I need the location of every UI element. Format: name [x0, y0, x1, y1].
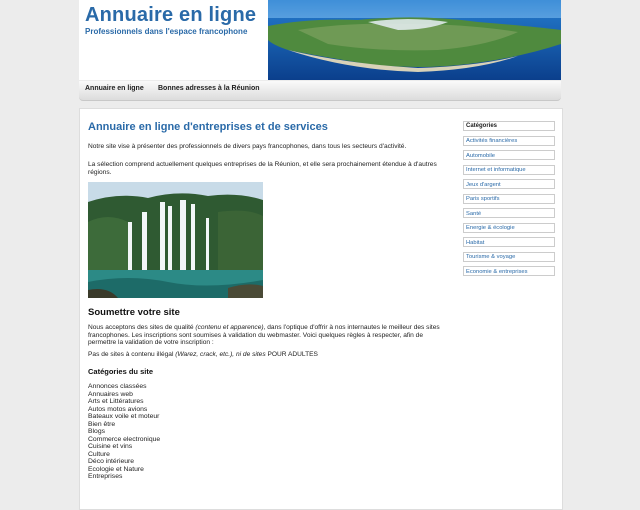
category-item[interactable]: Annuaires web: [88, 390, 133, 398]
sidebar-item-jeux-argent[interactable]: Jeux d'argent: [463, 179, 555, 189]
banner-image: [268, 0, 561, 80]
sidebar-item-habitat[interactable]: Habitat: [463, 237, 555, 247]
sidebar-item-energie[interactable]: Energie & écologie: [463, 223, 555, 233]
site-title[interactable]: Annuaire en ligne: [85, 4, 257, 26]
sidebar-heading: Catégories: [463, 121, 555, 131]
category-item[interactable]: Cuisine et vins: [88, 443, 133, 450]
sidebar-item-activites-financieres[interactable]: Activités financières: [463, 136, 555, 146]
sidebar-item-economie[interactable]: Economie & entreprises: [463, 266, 555, 276]
submit-site-heading: Soumettre votre site: [88, 307, 180, 318]
rules-paragraph: Pas de sites à contenu illégal (Warez, crack, etc.), ni de sites POUR ADULTES: [88, 351, 318, 358]
category-item[interactable]: Culture: [88, 450, 110, 458]
category-item[interactable]: Déco intérieure: [88, 458, 135, 465]
category-item[interactable]: Commerce electronique: [88, 435, 161, 443]
category-item[interactable]: Annonces classées: [88, 383, 147, 390]
nav-item-bonnes-adresses[interactable]: Bonnes adresses à la Réunion: [158, 85, 260, 92]
content-area: [79, 108, 563, 510]
category-item[interactable]: Blogs: [88, 428, 106, 435]
main-column: [88, 121, 448, 480]
sidebar-item-sante[interactable]: Santé: [463, 208, 555, 218]
category-item[interactable]: Bien être: [88, 420, 116, 428]
nav-item-annuaire[interactable]: Annuaire en ligne: [85, 85, 144, 92]
category-item[interactable]: Arts et Littératures: [88, 398, 144, 405]
sidebar: [463, 121, 555, 276]
sidebar-item-tourisme[interactable]: Tourisme & voyage: [463, 252, 555, 262]
sidebar-item-automobile[interactable]: Automobile: [463, 150, 555, 160]
category-item[interactable]: Ecologie et Nature: [88, 465, 144, 473]
intro-paragraph: Notre site vise à présenter des professionnels de divers pays francophones, dans tous les secteurs d'activité.: [88, 143, 407, 150]
sidebar-item-paris-sportifs[interactable]: Paris sportifs: [463, 194, 555, 204]
site-header: [79, 0, 561, 80]
top-navigation: [79, 81, 561, 101]
intro-paragraph-2: La sélection comprend actuellement quelques entreprises de la Réunion, et elle sera prochainement étendue à d'autres régions.: [88, 161, 437, 176]
category-item[interactable]: Entreprises: [88, 473, 123, 480]
page-title: Annuaire en ligne d'entreprises et de services: [88, 121, 328, 133]
sidebar-item-internet[interactable]: Internet et informatique: [463, 165, 555, 175]
site-subtitle: Professionnels dans l'espace francophone: [85, 27, 248, 36]
category-item[interactable]: Autos motos avions: [88, 405, 148, 413]
waterfall-photo: [88, 182, 263, 298]
categories-list: [88, 383, 160, 481]
category-item[interactable]: Bateaux voile et moteur: [88, 413, 160, 420]
submit-paragraph: Nous acceptons des sites de qualité (contenu et apparence), dans l'optique d'offrir à nos internautes le meilleur des sites francophones. Les inscriptions sont soumises à validation du webmaster. Voici quelques règles à respecter, afin de permettre la validation de votre inscription :: [88, 324, 440, 346]
page-wrapper: [79, 0, 561, 480]
categories-heading: Catégories du site: [88, 367, 154, 376]
